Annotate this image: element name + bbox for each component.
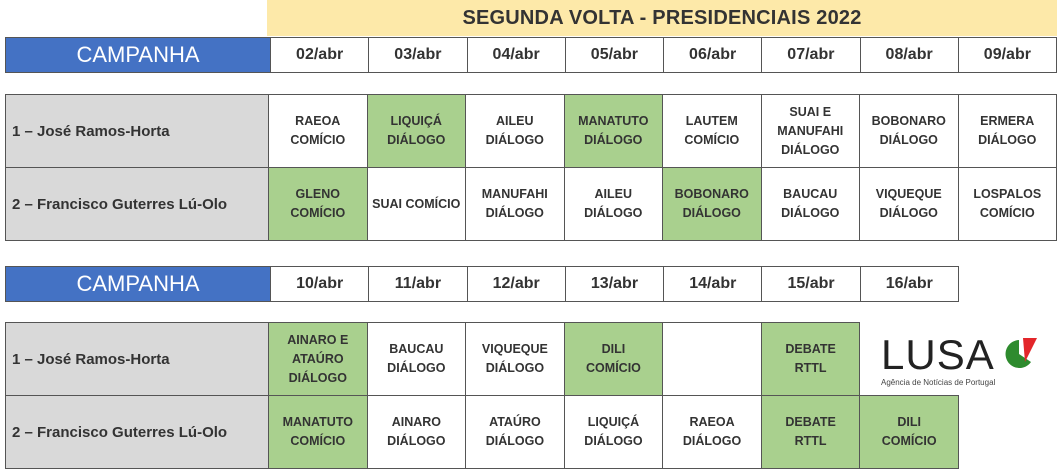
schedule-cell bbox=[367, 396, 466, 469]
schedule-cell bbox=[466, 95, 565, 168]
schedule-cell bbox=[564, 168, 663, 241]
event-label: AINARO E ATAÚRO DIÁLOGO bbox=[287, 332, 349, 385]
event-label: BOBONARO DIÁLOGO bbox=[674, 187, 749, 220]
event-label: DEBATE RTTL bbox=[785, 342, 836, 375]
table-row bbox=[6, 323, 959, 396]
event-label: SUAI COMÍCIO bbox=[372, 196, 461, 211]
schedule-cell bbox=[367, 95, 466, 168]
date-header: 08/abr bbox=[860, 38, 958, 73]
candidate-name: 2 – Francisco Guterres Lú-Olo bbox=[6, 396, 269, 469]
schedule-cell bbox=[761, 396, 860, 469]
schedule-cell bbox=[269, 323, 368, 396]
schedule-cell bbox=[860, 95, 959, 168]
lusa-logo bbox=[876, 332, 1041, 392]
date-header: 10/abr bbox=[271, 267, 369, 302]
week1-header bbox=[5, 37, 1057, 73]
schedule-cell bbox=[958, 95, 1057, 168]
event-label: VIQUEQUE DIÁLOGO bbox=[875, 187, 942, 220]
event-label: RAEOA DIÁLOGO bbox=[682, 415, 742, 448]
lusa-wordmark: LUSA bbox=[881, 331, 995, 378]
event-label: SUAI E MANUFAHI DIÁLOGO bbox=[777, 104, 844, 157]
schedule-cell bbox=[269, 95, 368, 168]
schedule-cell bbox=[663, 95, 762, 168]
date-header: 12/abr bbox=[467, 267, 565, 302]
event-label: LOSPALOS COMÍCIO bbox=[973, 187, 1042, 220]
event-label: ERMERA DIÁLOGO bbox=[978, 114, 1037, 147]
event-label: LIQUIÇÁ DIÁLOGO bbox=[584, 415, 643, 448]
schedule-cell bbox=[367, 323, 466, 396]
table-row bbox=[6, 95, 1057, 168]
schedule-cell bbox=[564, 323, 663, 396]
event-label: DEBATE RTTL bbox=[785, 415, 836, 448]
schedule-cell bbox=[564, 396, 663, 469]
candidate-name: 2 – Francisco Guterres Lú-Olo bbox=[6, 168, 269, 241]
campaign-label: CAMPANHA bbox=[6, 267, 271, 302]
event-label: BAUCAU DIÁLOGO bbox=[387, 342, 446, 375]
date-header: 05/abr bbox=[565, 38, 663, 73]
schedule-cell bbox=[466, 168, 565, 241]
event-label: AILEU DIÁLOGO bbox=[485, 114, 544, 147]
event-label: LAUTEM COMÍCIO bbox=[684, 114, 740, 147]
schedule-cell bbox=[761, 323, 860, 396]
date-header: 13/abr bbox=[565, 267, 663, 302]
schedule-cell bbox=[663, 168, 762, 241]
event-label: GLENO COMÍCIO bbox=[290, 187, 346, 220]
schedule-cell bbox=[367, 168, 466, 241]
date-header: 14/abr bbox=[664, 267, 762, 302]
schedule-cell bbox=[466, 396, 565, 469]
date-header: 06/abr bbox=[664, 38, 762, 73]
table-row bbox=[6, 396, 959, 469]
lusa-logo-icon bbox=[1001, 334, 1037, 374]
lusa-subtitle: Agência de Notícias de Portugal bbox=[881, 378, 996, 387]
schedule-cell bbox=[663, 323, 762, 396]
date-header: 07/abr bbox=[762, 38, 860, 73]
candidate-name: 1 – José Ramos-Horta bbox=[6, 323, 269, 396]
event-label: VIQUEQUE DIÁLOGO bbox=[481, 342, 548, 375]
event-label: MANATUTO COMÍCIO bbox=[282, 415, 353, 448]
schedule-cell bbox=[860, 396, 959, 469]
date-header: 15/abr bbox=[762, 267, 860, 302]
date-header: 09/abr bbox=[958, 38, 1056, 73]
schedule-cell bbox=[958, 168, 1057, 241]
schedule-cell bbox=[564, 95, 663, 168]
week2-schedule-table bbox=[5, 322, 959, 469]
page-title: SEGUNDA VOLTA - PRESIDENCIAIS 2022 bbox=[267, 0, 1057, 36]
date-header: 02/abr bbox=[271, 38, 369, 73]
schedule-cell bbox=[761, 95, 860, 168]
event-label: DILI COMÍCIO bbox=[586, 342, 641, 375]
candidate-name: 1 – José Ramos-Horta bbox=[6, 95, 269, 168]
event-label: DILI COMÍCIO bbox=[881, 415, 937, 448]
week1-schedule-table bbox=[5, 94, 1057, 241]
schedule-cell bbox=[663, 396, 762, 469]
schedule-cell bbox=[761, 168, 860, 241]
schedule-cell bbox=[269, 396, 368, 469]
event-label: LIQUIÇÁ DIÁLOGO bbox=[387, 114, 446, 147]
campaign-label: CAMPANHA bbox=[6, 38, 271, 73]
date-header: 16/abr bbox=[860, 267, 958, 302]
event-label: MANATUTO DIÁLOGO bbox=[578, 114, 649, 147]
event-label: RAEOA COMÍCIO bbox=[290, 114, 346, 147]
week2-header bbox=[5, 266, 959, 302]
event-label: MANUFAHI DIÁLOGO bbox=[481, 187, 548, 220]
date-header: 03/abr bbox=[369, 38, 467, 73]
event-label: ATAÚRO DIÁLOGO bbox=[485, 415, 545, 448]
event-label: BAUCAU DIÁLOGO bbox=[781, 187, 840, 220]
date-header: 11/abr bbox=[369, 267, 467, 302]
event-label: AILEU DIÁLOGO bbox=[584, 187, 643, 220]
schedule-cell bbox=[466, 323, 565, 396]
event-label: BOBONARO DIÁLOGO bbox=[871, 114, 946, 147]
event-label: AINARO DIÁLOGO bbox=[387, 415, 446, 448]
table-row bbox=[6, 168, 1057, 241]
schedule-cell bbox=[269, 168, 368, 241]
schedule-cell bbox=[860, 168, 959, 241]
date-header: 04/abr bbox=[467, 38, 565, 73]
